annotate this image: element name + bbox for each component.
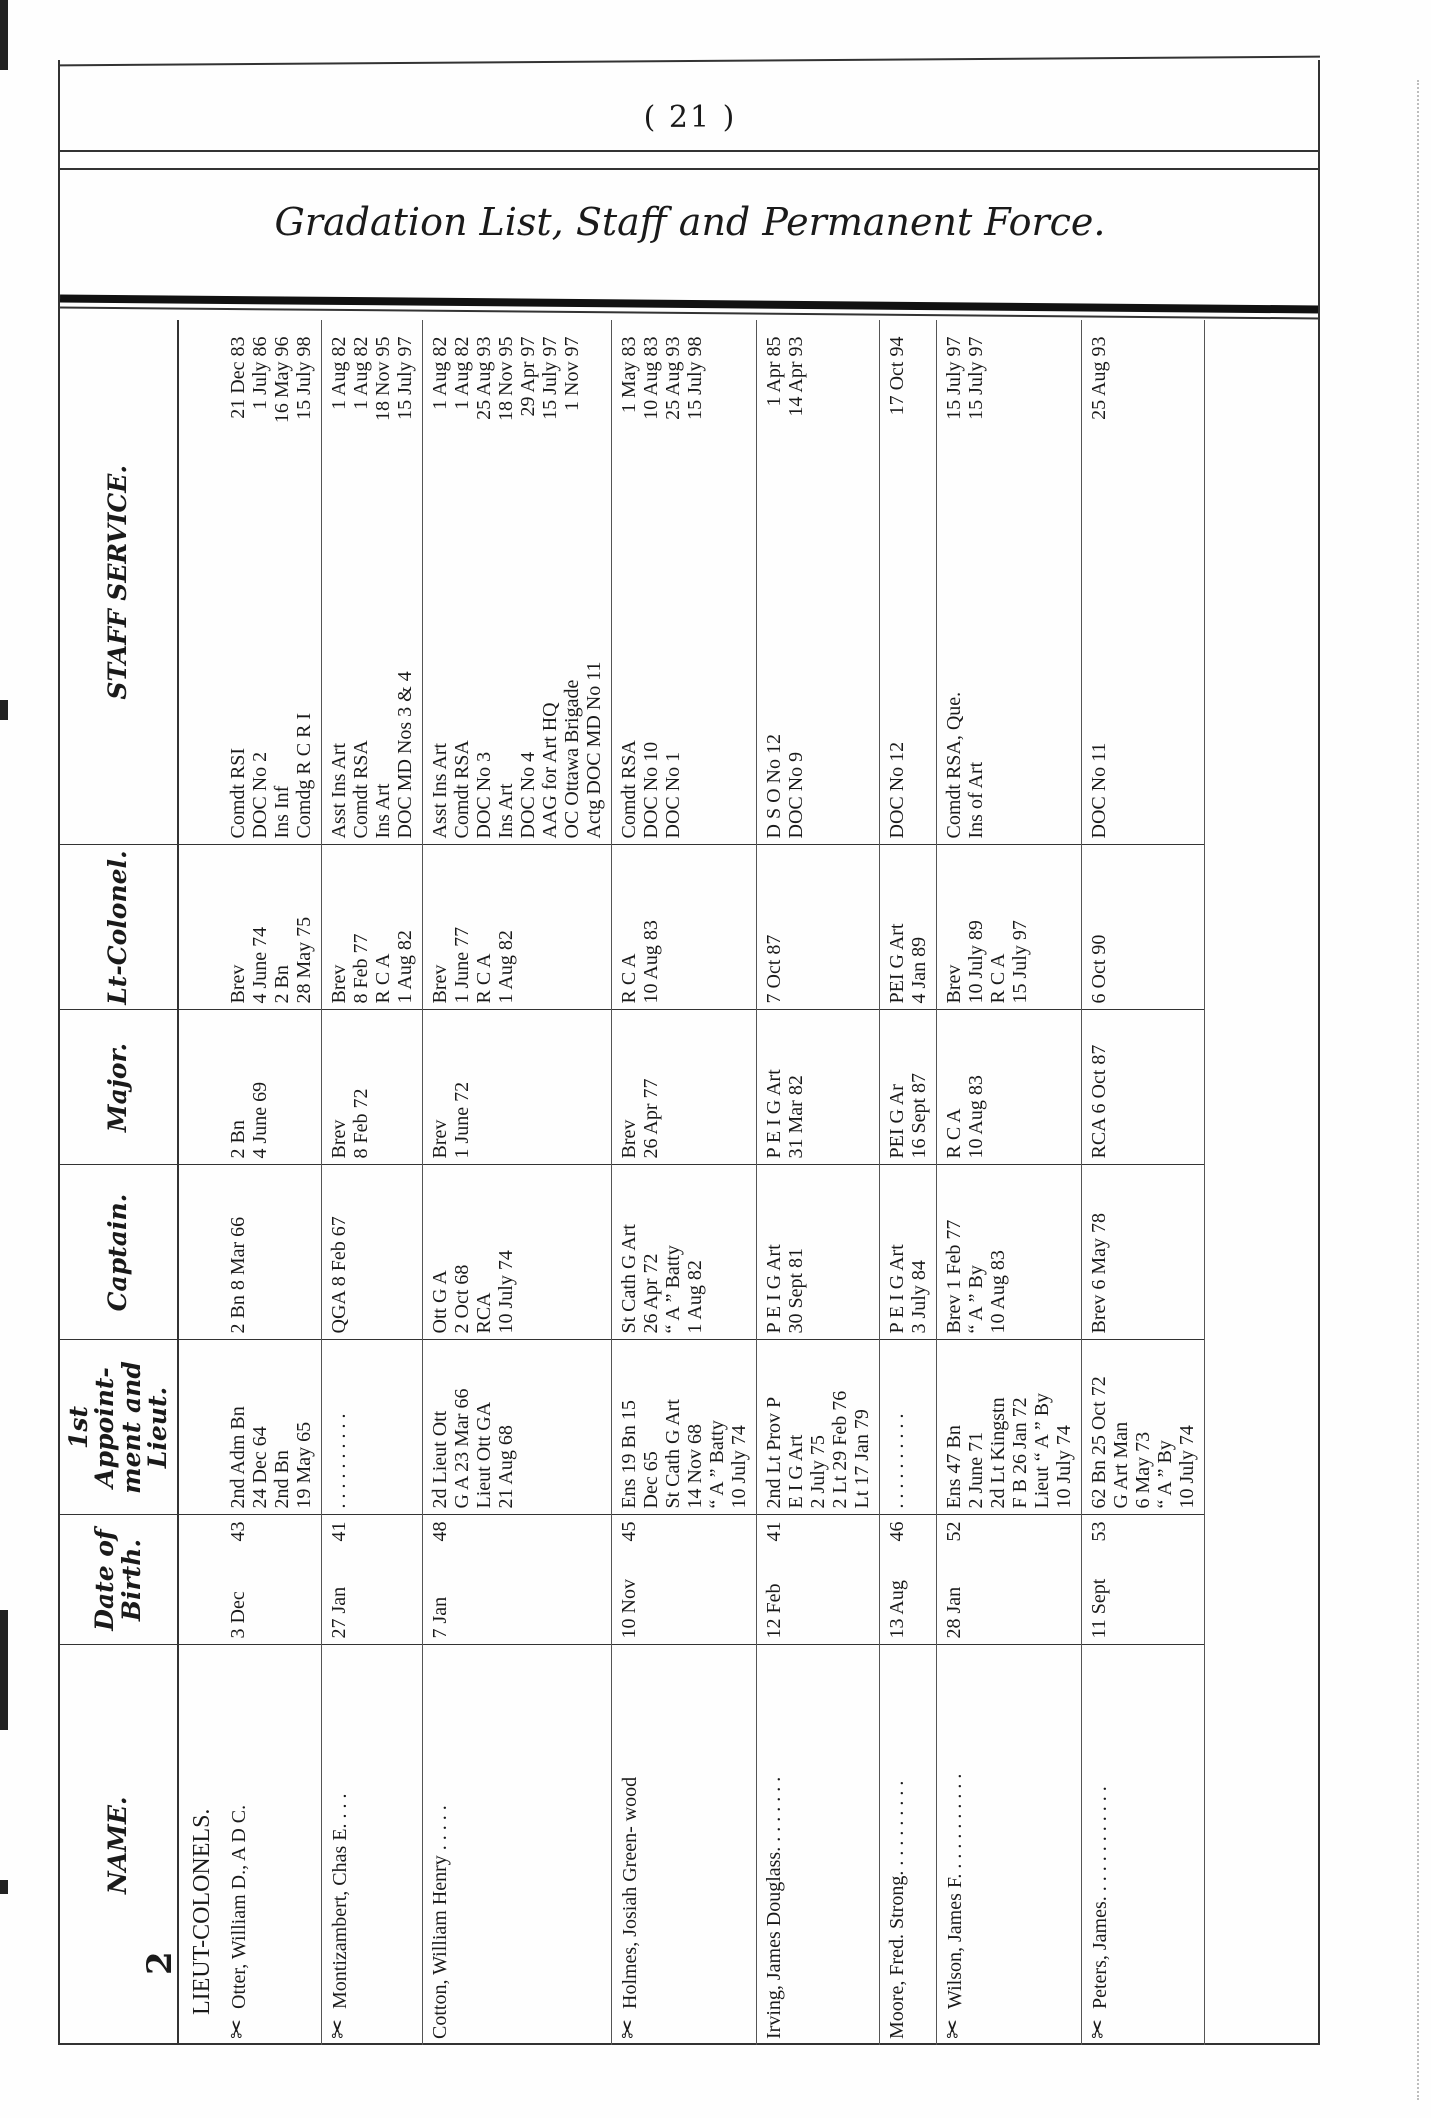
binding-edge bbox=[0, 0, 8, 70]
staff-date: 1 Nov 97 bbox=[561, 336, 583, 411]
major-line: 8 Feb 72 bbox=[350, 1088, 372, 1159]
appointment-line: 14 Nov 68 bbox=[684, 1424, 706, 1509]
captain-cell bbox=[221, 1165, 322, 1340]
lt-colonel-line: Brev bbox=[227, 964, 249, 1004]
lt-colonel-cell bbox=[1082, 845, 1205, 1010]
staff-service-list bbox=[1088, 326, 1110, 839]
major-cell bbox=[757, 1010, 880, 1165]
appointment-line: “ A ” By bbox=[1154, 1440, 1176, 1509]
staff-service-cell bbox=[423, 320, 612, 845]
major-cell bbox=[612, 1010, 757, 1165]
officer-name-cell bbox=[221, 1645, 322, 2045]
column-header-lt-colonel: Lt-Colonel. bbox=[60, 845, 178, 1010]
scissors-icon: ✂ bbox=[941, 2018, 967, 2039]
header-rule bbox=[60, 168, 1320, 170]
lt-colonel-line: 8 Feb 77 bbox=[350, 933, 372, 1004]
major-cell bbox=[880, 1010, 937, 1165]
lt-colonel-line: 1 Aug 82 bbox=[394, 930, 416, 1004]
lt-colonel-cell bbox=[612, 845, 757, 1010]
lt-colonel-cell bbox=[937, 845, 1082, 1010]
staff-post: D S O No 12 bbox=[763, 734, 785, 839]
staff-post: Ins of Art bbox=[965, 761, 987, 839]
staff-date: 15 July 97 bbox=[965, 336, 987, 420]
staff-date: 15 July 98 bbox=[293, 336, 315, 420]
birth-year: 52 bbox=[943, 1521, 965, 1542]
staff-date: 1 Apr 85 bbox=[763, 336, 785, 407]
appointment-line: Lieut “ A ” By bbox=[1031, 1392, 1053, 1509]
column-header-staff-service: STAFF SERVICE. bbox=[60, 320, 178, 845]
appointment-line: Dec 65 bbox=[640, 1451, 662, 1509]
appointment-line: Ens 19 Bn 15 bbox=[618, 1400, 640, 1509]
staff-date: 25 Aug 93 bbox=[1088, 336, 1110, 420]
appointment-line: 10 July 74 bbox=[1176, 1425, 1198, 1509]
major-line: Brev bbox=[429, 1119, 451, 1159]
table-body bbox=[178, 320, 1205, 2045]
section-heading-row bbox=[178, 320, 221, 2045]
staff-post: Comdt RSA bbox=[350, 740, 372, 839]
captain-cell bbox=[423, 1165, 612, 1340]
appointment-line: 2 July 75 bbox=[807, 1435, 829, 1509]
date-of-birth-cell bbox=[1082, 1515, 1205, 1645]
staff-post: DOC No 3 bbox=[473, 751, 495, 839]
staff-post: Asst Ins Art bbox=[429, 742, 451, 839]
officer-name: Moore, Fred. Strong. . . . . . . . . . bbox=[886, 1780, 908, 2039]
captain-line: P E I G Art bbox=[886, 1244, 908, 1334]
staff-date: 25 Aug 93 bbox=[473, 336, 495, 420]
staff-date: 1 Aug 82 bbox=[328, 336, 350, 410]
appointment-line: G A 23 Mar 66 bbox=[451, 1388, 473, 1509]
appointment-line: Lieut Ott GA bbox=[473, 1401, 495, 1509]
officer-name: Peters, James. . . . . . . . . . . . bbox=[1089, 1786, 1111, 2009]
staff-post: Ins Art bbox=[495, 783, 517, 839]
first-appointment-cell bbox=[1082, 1340, 1205, 1515]
major-line: RCA 6 Oct 87 bbox=[1088, 1044, 1110, 1159]
staff-post: AAG for Art HQ bbox=[539, 702, 561, 839]
scissors-icon: ✂ bbox=[1086, 2018, 1112, 2039]
captain-line: 30 Sept 81 bbox=[785, 1247, 807, 1334]
major-line: Brev bbox=[328, 1119, 350, 1159]
column-header-first-appointment: 1st Appoint- ment and Lieut. bbox=[60, 1340, 178, 1515]
captain-line: RCA bbox=[473, 1292, 495, 1334]
staff-date: 15 July 97 bbox=[943, 336, 965, 420]
date-of-birth-cell bbox=[322, 1515, 423, 1645]
staff-date: 15 July 97 bbox=[539, 336, 561, 420]
captain-line: P E I G Art bbox=[763, 1244, 785, 1334]
staff-service-cell bbox=[221, 320, 322, 845]
staff-date: 25 Aug 93 bbox=[662, 336, 684, 420]
captain-line: QGA 8 Feb 67 bbox=[328, 1216, 350, 1334]
officer-name: Cotton, William Henry . . . . . bbox=[429, 1805, 451, 2039]
lt-colonel-line: PEI G Art bbox=[886, 923, 908, 1004]
appointment-line: 2 June 71 bbox=[965, 1431, 987, 1509]
captain-line: 26 Apr 72 bbox=[640, 1253, 662, 1334]
staff-service-cell bbox=[1082, 320, 1205, 845]
lt-colonel-line: 28 May 75 bbox=[293, 916, 315, 1004]
staff-date: 14 Apr 93 bbox=[785, 336, 807, 417]
officer-name: Holmes, Josiah Green- wood bbox=[619, 1776, 641, 2009]
date-of-birth: 3 Dec bbox=[227, 1591, 249, 1639]
captain-line: Ott G A bbox=[429, 1270, 451, 1334]
major-line: 1 June 72 bbox=[451, 1081, 473, 1159]
staff-service-list bbox=[618, 326, 706, 839]
captain-line: 10 July 74 bbox=[495, 1250, 517, 1334]
captain-line: Brev 6 May 78 bbox=[1088, 1212, 1110, 1334]
officer-name: Otter, William D., A D C. bbox=[228, 1804, 250, 2009]
captain-cell bbox=[322, 1165, 423, 1340]
staff-date: 29 Apr 97 bbox=[517, 336, 539, 417]
appointment-line: 10 July 74 bbox=[728, 1425, 750, 1509]
lt-colonel-line: 10 July 89 bbox=[965, 920, 987, 1004]
appointment-line: 2nd Bn bbox=[271, 1450, 293, 1509]
staff-service-cell bbox=[757, 320, 880, 845]
officer-name-cell bbox=[1082, 1645, 1205, 2045]
page-number: ( 21 ) bbox=[643, 100, 737, 135]
appointment-line: 21 Aug 68 bbox=[495, 1425, 517, 1509]
first-appointment-cell bbox=[423, 1340, 612, 1515]
staff-post: DOC No 4 bbox=[517, 751, 539, 839]
column-header-major: Major. bbox=[60, 1010, 178, 1165]
staff-service-list bbox=[328, 326, 416, 839]
section-heading: LIEUT-COLONELS. bbox=[178, 1645, 221, 2045]
officer-name: Montizambert, Chas E. . . . bbox=[329, 1793, 351, 2009]
captain-line: Brev 1 Feb 77 bbox=[943, 1219, 965, 1334]
captain-cell bbox=[937, 1165, 1082, 1340]
appointment-line: 24 Dec 64 bbox=[249, 1426, 271, 1509]
date-of-birth-cell bbox=[221, 1515, 322, 1645]
lt-colonel-line: 4 Jan 89 bbox=[908, 936, 930, 1004]
major-cell bbox=[423, 1010, 612, 1165]
major-cell bbox=[1082, 1010, 1205, 1165]
lt-colonel-line: Brev bbox=[429, 964, 451, 1004]
lt-colonel-line: Brev bbox=[328, 964, 350, 1004]
appointment-line: 2d Lieut Ott bbox=[429, 1410, 451, 1509]
appointment-line: Lt 17 Jan 79 bbox=[851, 1409, 873, 1509]
first-appointment-cell bbox=[880, 1340, 937, 1515]
staff-post: Comdt RSA, Que. bbox=[943, 691, 965, 839]
major-line: Brev bbox=[618, 1119, 640, 1159]
captain-line: 2 Oct 68 bbox=[451, 1264, 473, 1334]
lt-colonel-line: 1 Aug 82 bbox=[495, 930, 517, 1004]
birth-year: 48 bbox=[429, 1521, 451, 1542]
officer-name-cell bbox=[937, 1645, 1082, 2045]
scissors-icon: ✂ bbox=[616, 2018, 642, 2039]
lt-colonel-line: 15 July 97 bbox=[1009, 920, 1031, 1004]
staff-post: Comdt RSA bbox=[451, 740, 473, 839]
appointment-line: “ A ” Batty bbox=[706, 1420, 728, 1509]
captain-cell bbox=[757, 1165, 880, 1340]
staff-date: 1 May 83 bbox=[618, 336, 640, 414]
appointment-line: . . . . . . . . . . bbox=[328, 1413, 350, 1509]
header-rule bbox=[60, 150, 1320, 152]
birth-year: 53 bbox=[1088, 1521, 1110, 1542]
staff-date: 21 Dec 83 bbox=[227, 336, 249, 419]
staff-post: DOC No 9 bbox=[785, 751, 807, 839]
column-header-dob: Date of Birth. bbox=[60, 1515, 178, 1645]
appointment-line: . . . . . . . . . . bbox=[886, 1413, 908, 1509]
first-appointment-cell bbox=[612, 1340, 757, 1515]
staff-post: DOC No 10 bbox=[640, 741, 662, 839]
staff-date: 15 July 98 bbox=[684, 336, 706, 420]
staff-service-list bbox=[429, 326, 605, 839]
captain-line: “ A ” Batty bbox=[662, 1245, 684, 1334]
officer-name-cell bbox=[880, 1645, 937, 2045]
lt-colonel-cell bbox=[221, 845, 322, 1010]
date-of-birth-cell bbox=[880, 1515, 937, 1645]
major-line: P E I G Art bbox=[763, 1069, 785, 1159]
gradation-table-rotated bbox=[60, 320, 1318, 2045]
staff-post: DOC No 12 bbox=[886, 741, 908, 839]
signature-number: 2 bbox=[140, 1951, 180, 1975]
staff-date: 18 Nov 95 bbox=[372, 336, 394, 421]
appointment-line: F B 26 Jan 72 bbox=[1009, 1397, 1031, 1509]
captain-cell bbox=[880, 1165, 937, 1340]
binding-edge bbox=[0, 1880, 8, 1894]
table-row bbox=[880, 320, 937, 2045]
appointment-line: E I G Art bbox=[785, 1434, 807, 1509]
appointment-line: 2 Lt 29 Feb 76 bbox=[829, 1390, 851, 1509]
date-of-birth: 13 Aug bbox=[886, 1580, 908, 1639]
staff-post: Actg DOC MD No 11 bbox=[583, 661, 605, 839]
appointment-line: 6 May 73 bbox=[1132, 1431, 1154, 1509]
first-appointment-cell bbox=[322, 1340, 423, 1515]
staff-date: 1 July 86 bbox=[249, 336, 271, 410]
lt-colonel-line: R C A bbox=[618, 953, 640, 1004]
major-cell bbox=[937, 1010, 1082, 1165]
appointment-line: 19 May 65 bbox=[293, 1421, 315, 1509]
date-of-birth: 11 Sept bbox=[1088, 1578, 1110, 1639]
officer-name-cell bbox=[423, 1645, 612, 2045]
scan-edge bbox=[1411, 80, 1419, 2100]
lt-colonel-cell bbox=[322, 845, 423, 1010]
birth-year: 46 bbox=[886, 1521, 908, 1542]
appointment-line: 2nd Lt Prov P bbox=[763, 1396, 785, 1509]
staff-date bbox=[583, 337, 605, 497]
table-row bbox=[937, 320, 1082, 2045]
staff-date: 16 May 96 bbox=[271, 336, 293, 424]
captain-line: 3 July 84 bbox=[908, 1260, 930, 1334]
date-of-birth: 7 Jan bbox=[429, 1596, 451, 1639]
appointment-line: 62 Bn 25 Oct 72 bbox=[1088, 1376, 1110, 1509]
lt-colonel-line: 10 Aug 83 bbox=[640, 920, 662, 1004]
title-rule bbox=[60, 295, 1320, 314]
captain-cell bbox=[1082, 1165, 1205, 1340]
major-line: 16 Sept 87 bbox=[908, 1072, 930, 1159]
staff-service-cell bbox=[937, 320, 1082, 845]
date-of-birth-cell bbox=[757, 1515, 880, 1645]
date-of-birth: 12 Feb bbox=[763, 1583, 785, 1639]
table-row bbox=[1082, 320, 1205, 2045]
table-row bbox=[612, 320, 757, 2045]
major-line: 31 Mar 82 bbox=[785, 1075, 807, 1159]
staff-date: 1 Aug 82 bbox=[429, 336, 451, 410]
staff-post: Ins Art bbox=[372, 783, 394, 839]
first-appointment-cell bbox=[937, 1340, 1082, 1515]
major-cell bbox=[322, 1010, 423, 1165]
staff-post bbox=[684, 509, 706, 839]
table-row bbox=[221, 320, 322, 2045]
staff-post: Ins Inf bbox=[271, 785, 293, 839]
lt-colonel-line: R C A bbox=[372, 953, 394, 1004]
first-appointment-cell bbox=[221, 1340, 322, 1515]
table-header-row bbox=[60, 320, 178, 2045]
officer-name-cell bbox=[612, 1645, 757, 2045]
major-line: 26 Apr 77 bbox=[640, 1078, 662, 1159]
column-header-name: NAME. bbox=[60, 1645, 178, 2045]
staff-date: 18 Nov 95 bbox=[495, 336, 517, 421]
staff-service-list bbox=[886, 326, 908, 839]
appointment-line: 2nd Adm Bn bbox=[227, 1406, 249, 1509]
top-rule bbox=[60, 56, 1320, 67]
page-title: Gradation List, Staff and Permanent Force. bbox=[274, 200, 1106, 244]
birth-year: 41 bbox=[763, 1521, 785, 1542]
staff-post: DOC No 2 bbox=[249, 751, 271, 839]
date-of-birth: 10 Nov bbox=[618, 1579, 640, 1639]
first-appointment-cell bbox=[757, 1340, 880, 1515]
appointment-line: G Art Man bbox=[1110, 1421, 1132, 1509]
staff-post: Asst Ins Art bbox=[328, 742, 350, 839]
appointment-line: St Cath G Art bbox=[662, 1399, 684, 1509]
lt-colonel-cell bbox=[757, 845, 880, 1010]
staff-date: 17 Oct 94 bbox=[886, 336, 908, 416]
captain-line: 2 Bn 8 Mar 66 bbox=[227, 1216, 249, 1334]
major-cell bbox=[221, 1010, 322, 1165]
date-of-birth: 27 Jan bbox=[328, 1586, 350, 1639]
staff-date: 1 Aug 82 bbox=[451, 336, 473, 410]
lt-colonel-line: 1 June 77 bbox=[451, 926, 473, 1004]
staff-post: Comdg R C R I bbox=[293, 712, 315, 839]
lt-colonel-line: Brev bbox=[943, 964, 965, 1004]
captain-line: “ A ” By bbox=[965, 1265, 987, 1334]
staff-post: DOC No 11 bbox=[1088, 742, 1110, 839]
lt-colonel-line: 2 Bn bbox=[271, 965, 293, 1004]
staff-post: OC Ottawa Brigade bbox=[561, 679, 583, 839]
column-header-captain: Captain. bbox=[60, 1165, 178, 1340]
officer-name-cell bbox=[322, 1645, 423, 2045]
captain-line: 10 Aug 83 bbox=[987, 1250, 1009, 1334]
staff-service-list bbox=[227, 326, 315, 839]
table-row bbox=[757, 320, 880, 2045]
lt-colonel-line: R C A bbox=[987, 953, 1009, 1004]
lt-colonel-line: 7 Oct 87 bbox=[763, 934, 785, 1004]
date-of-birth-cell bbox=[423, 1515, 612, 1645]
birth-year: 41 bbox=[328, 1521, 350, 1542]
date-of-birth-cell bbox=[612, 1515, 757, 1645]
staff-service-list bbox=[943, 326, 987, 839]
birth-year: 45 bbox=[618, 1521, 640, 1542]
date-of-birth: 28 Jan bbox=[943, 1586, 965, 1639]
staff-service-list bbox=[763, 326, 807, 839]
officer-name: Irving, James Douglass. . . . . . . . bbox=[763, 1776, 785, 2039]
lt-colonel-line: R C A bbox=[473, 953, 495, 1004]
major-line: 2 Bn bbox=[227, 1120, 249, 1159]
major-line: R C A bbox=[943, 1108, 965, 1159]
major-line: 10 Aug 83 bbox=[965, 1075, 987, 1159]
staff-post: Comdt RSI bbox=[227, 747, 249, 839]
captain-line: St Cath G Art bbox=[618, 1224, 640, 1334]
table-row bbox=[423, 320, 612, 2045]
officer-name-cell bbox=[757, 1645, 880, 2045]
staff-post: DOC No 1 bbox=[662, 751, 684, 839]
staff-service-cell bbox=[322, 320, 423, 845]
staff-post: DOC MD Nos 3 & 4 bbox=[394, 671, 416, 839]
staff-date: 10 Aug 83 bbox=[640, 336, 662, 420]
staff-post: Comdt RSA bbox=[618, 740, 640, 839]
scissors-icon: ✂ bbox=[225, 2018, 251, 2039]
binding-edge bbox=[0, 1610, 8, 1730]
birth-year: 43 bbox=[227, 1521, 249, 1542]
lt-colonel-cell bbox=[880, 845, 937, 1010]
officer-name: Wilson, James F. . . . . . . . . . . bbox=[944, 1773, 966, 2009]
lt-colonel-cell bbox=[423, 845, 612, 1010]
frame-border bbox=[1318, 60, 1320, 2045]
appointment-line: 2d Lt Kingstn bbox=[987, 1397, 1009, 1509]
binding-edge bbox=[0, 700, 8, 720]
appointment-line: Ens 47 Bn bbox=[943, 1425, 965, 1509]
major-line: 4 June 69 bbox=[249, 1081, 271, 1159]
major-line: PEI G Ar bbox=[886, 1084, 908, 1159]
staff-service-cell bbox=[612, 320, 757, 845]
staff-date: 15 July 97 bbox=[394, 336, 416, 420]
date-of-birth-cell bbox=[937, 1515, 1082, 1645]
captain-cell bbox=[612, 1165, 757, 1340]
lt-colonel-line: 6 Oct 90 bbox=[1088, 934, 1110, 1004]
table-row bbox=[322, 320, 423, 2045]
captain-line: 1 Aug 82 bbox=[684, 1260, 706, 1334]
gradation-table bbox=[60, 320, 1205, 2045]
lt-colonel-line: 4 June 74 bbox=[249, 926, 271, 1004]
staff-date: 1 Aug 82 bbox=[350, 336, 372, 410]
staff-service-cell bbox=[880, 320, 937, 845]
appointment-line: 10 July 74 bbox=[1053, 1425, 1075, 1509]
scissors-icon: ✂ bbox=[326, 2018, 352, 2039]
